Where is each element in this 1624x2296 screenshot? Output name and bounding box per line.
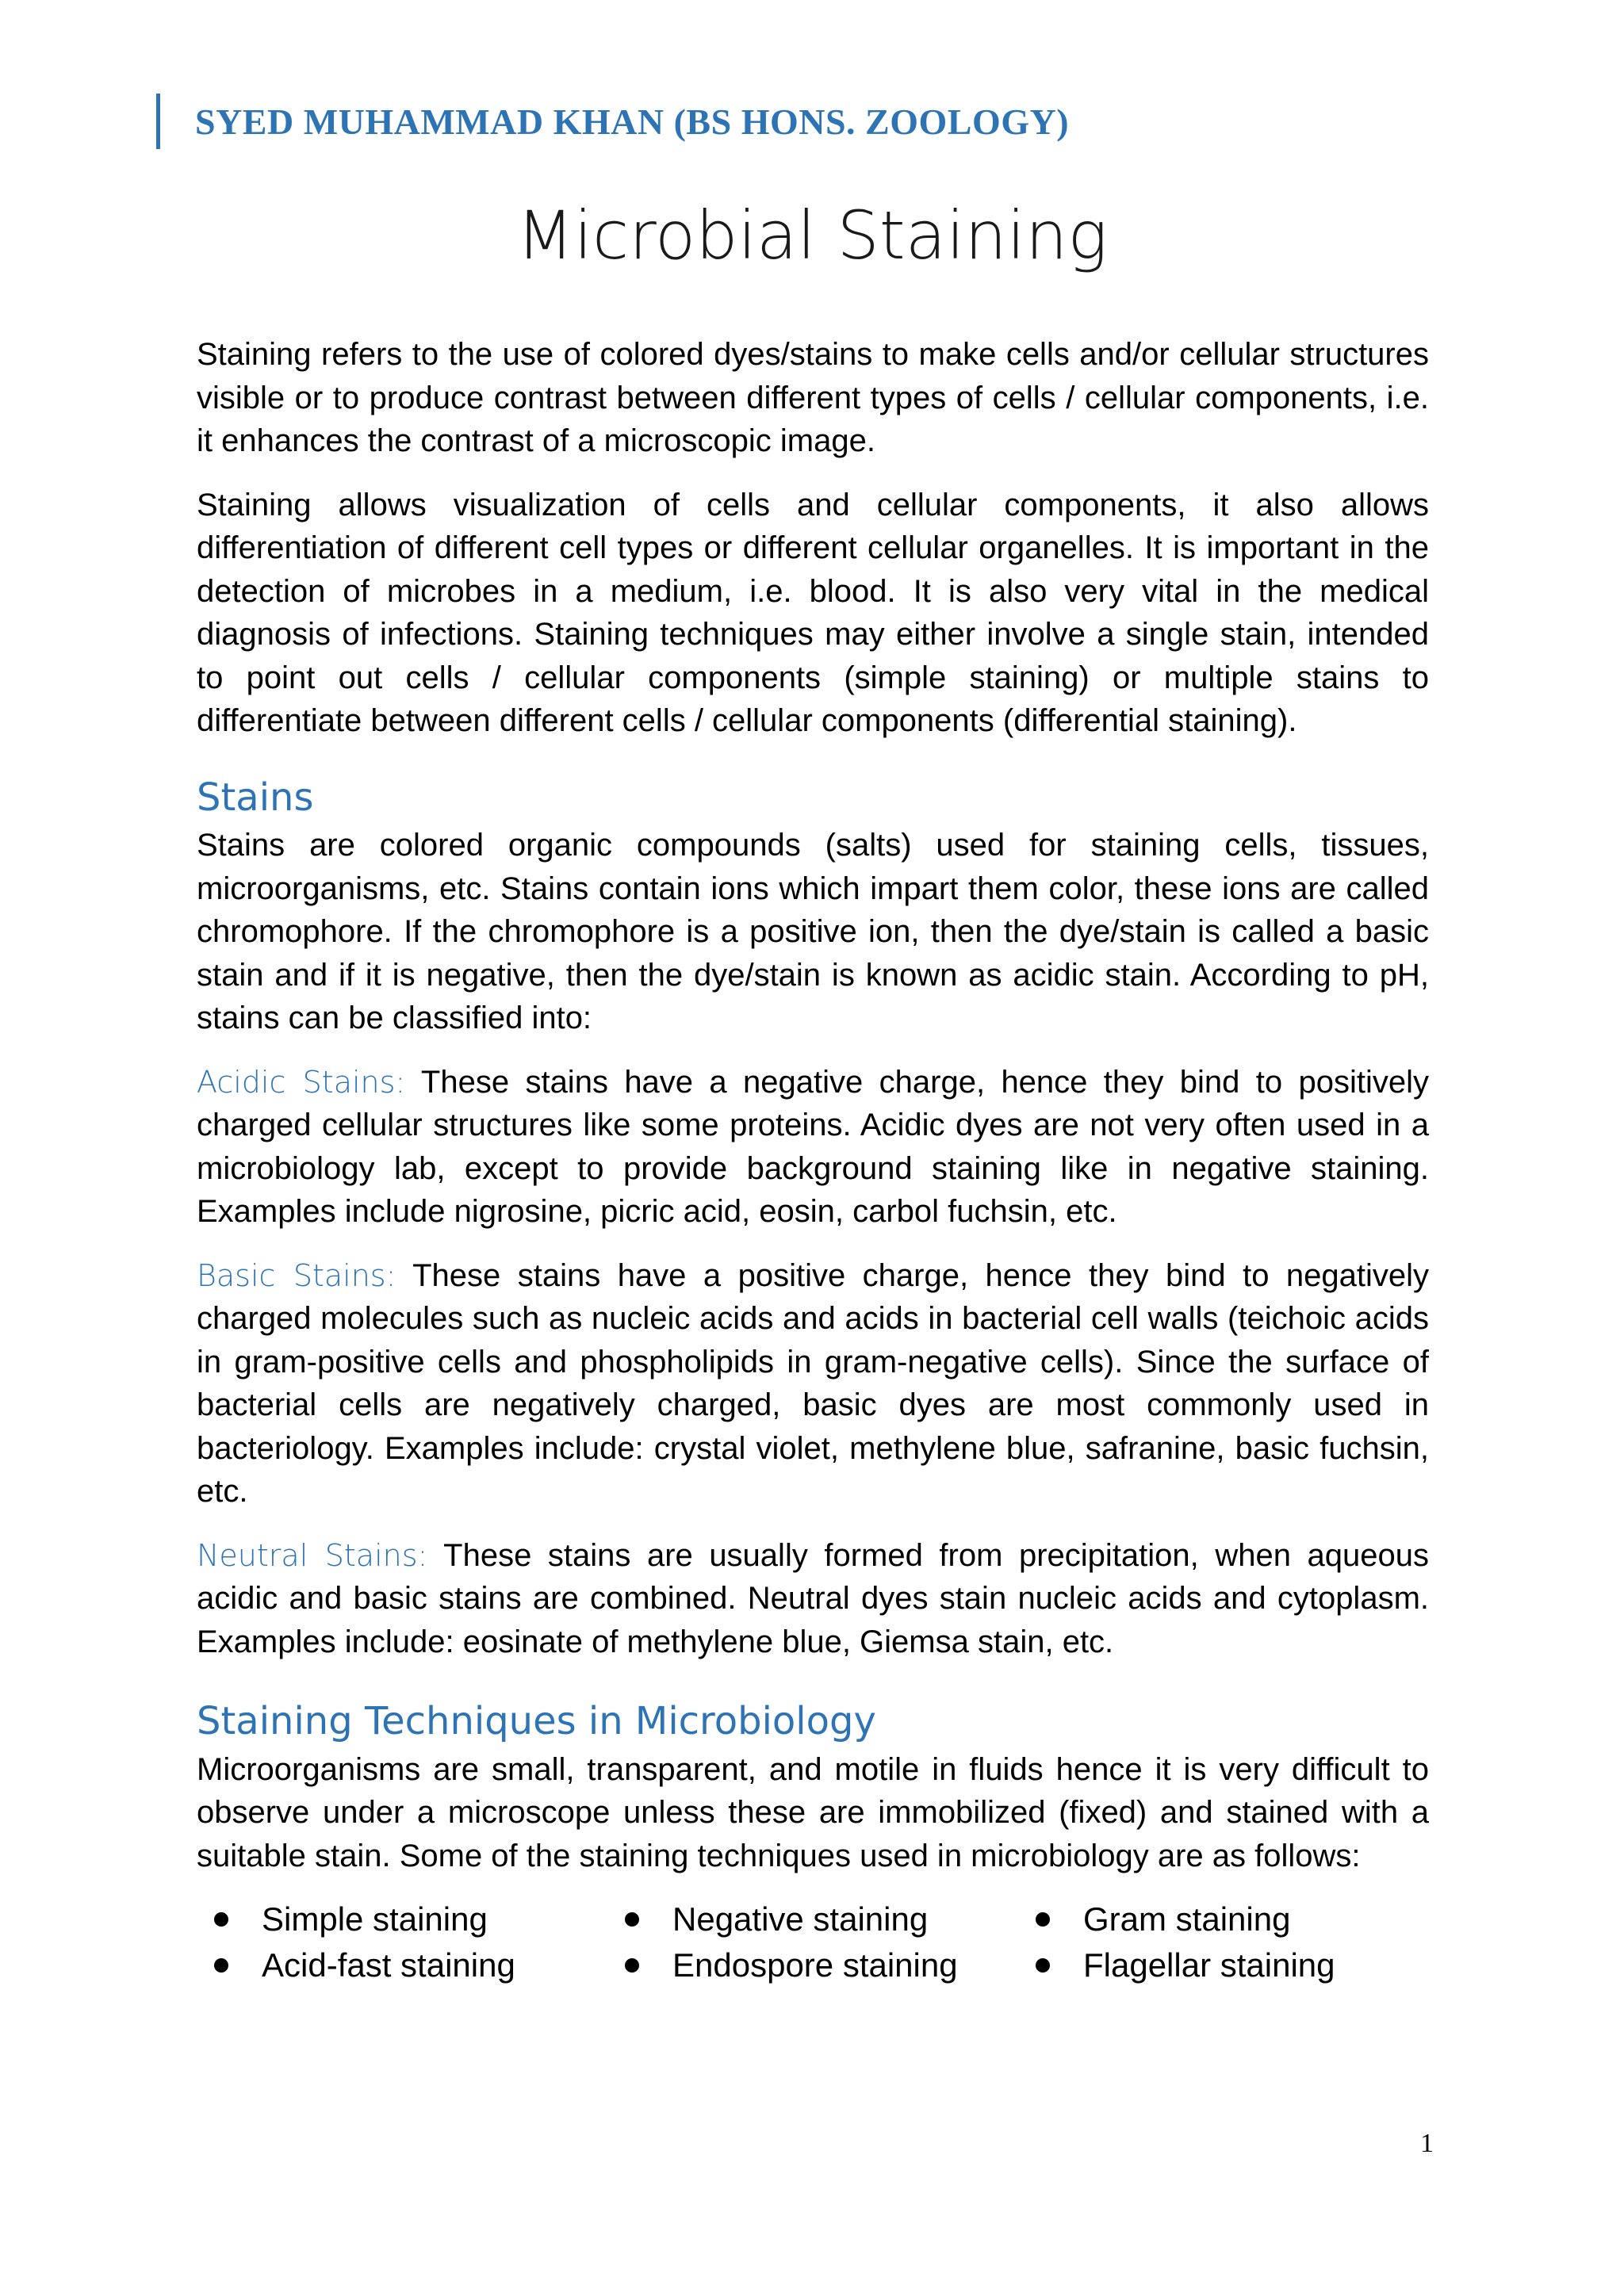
intro-paragraph-1: Staining refers to the use of colored dyes/stains to make cells and/or cellular structures visible or to produce contrast between different types of cells / cellular components, i.e. it enhances the contrast of a microscopic image. xyxy=(197,337,1429,458)
section-heading-techniques: Staining Techniques in Microbiology xyxy=(197,1699,876,1743)
acidic-stains-term: Acidic Stains: xyxy=(197,1064,406,1100)
list-item xyxy=(197,1898,607,1942)
bullet-icon xyxy=(214,1912,228,1927)
document-body xyxy=(197,333,1429,1987)
list-item-label: Flagellar staining xyxy=(1083,1946,1335,1984)
list-item-label: Endospore staining xyxy=(672,1946,958,1984)
acidic-stains-text: These stains have a negative charge, hence they bind to positively charged cellular structures like some proteins. Acidic dyes are not very often used in a microbiology lab, except to provide background staining like in negative staining. Examples include nigrosine, picric acid, eosin, carbol fuchsin, etc. xyxy=(197,1064,1430,1229)
bullet-icon xyxy=(1036,1958,1050,1973)
acidic-stains-paragraph xyxy=(197,1061,1429,1234)
list-item-label: Negative staining xyxy=(672,1900,929,1938)
list-item-label: Acid-fast staining xyxy=(262,1946,515,1984)
basic-stains-paragraph xyxy=(197,1254,1429,1513)
neutral-stains-paragraph xyxy=(197,1534,1429,1664)
intro-paragraph-2: Staining allows visualization of cells and cellular components, it also allows differentiation of different cell types or different cellular organelles. It is important in the detection of microbes in a medium, i.e. blood. It is also very vital in the medical diagnosis of infections. Staining techniques may either involve a single stain, intended to point out cells / cellular components (simple staining) or multiple stains to differentiate between different cells / cellular components (differential staining). xyxy=(197,487,1429,738)
list-item xyxy=(1018,1944,1429,1988)
stains-intro-paragraph: Stains are colored organic compounds (salts) used for staining cells, tissues, microorganisms, etc. Stains contain ions which impart them color, these ions are called chromophore. If the chromophore is a positive ion, then the dye/stain is called a basic stain and if it is negative, then the dye/stain is known as acidic stain. According to pH, stains can be classified into: xyxy=(197,828,1429,1035)
header-author: SYED MUHAMMAD KHAN (BS HONS. ZOOLOGY) xyxy=(195,101,1070,142)
list-item xyxy=(607,1898,1018,1942)
list-item xyxy=(1018,1898,1429,1942)
techniques-intro-paragraph: Microorganisms are small, transparent, and motile in fluids hence it is very difficult to observe under a microscope unless these are immobilized (fixed) and stained with a suitable stain. Some of the staining techniques used in microbiology are as follows: xyxy=(197,1751,1429,1873)
page-number: 1 xyxy=(1420,2129,1434,2158)
list-item-label: Gram staining xyxy=(1083,1900,1291,1938)
list-item xyxy=(197,1944,607,1988)
bullet-icon xyxy=(625,1912,639,1927)
neutral-stains-term: Neutral Stains: xyxy=(197,1537,428,1573)
section-heading-stains: Stains xyxy=(197,775,314,820)
techniques-bullet-list xyxy=(197,1898,1429,1987)
basic-stains-text: These stains have a positive charge, hence they bind to negatively charged molecules such as nucleic acids and acids in bacterial cell walls (teichoic acids in gram-positive cells and phospholipids in gram-negative cells). Since the surface of bacterial cells are negatively charged, basic dyes are most commonly used in bacteriology. Examples include: crystal violet, methylene blue, safranine, basic fuchsin, etc. xyxy=(197,1257,1430,1509)
bullet-icon xyxy=(214,1958,228,1973)
page-header xyxy=(156,94,1069,149)
document-title: Microbial Staining xyxy=(516,197,1108,274)
bullet-icon xyxy=(1036,1912,1050,1927)
basic-stains-term: Basic Stains: xyxy=(197,1257,396,1293)
list-item xyxy=(607,1944,1018,1988)
list-item-label: Simple staining xyxy=(262,1900,488,1938)
bullet-icon xyxy=(625,1958,639,1973)
neutral-stains-text: These stains are usually formed from precipitation, when aqueous acidic and basic stains are combined. Neutral dyes stain nucleic acids and cytoplasm. Examples include: eosinate of methylene blue, Giemsa stain, etc. xyxy=(197,1537,1429,1659)
